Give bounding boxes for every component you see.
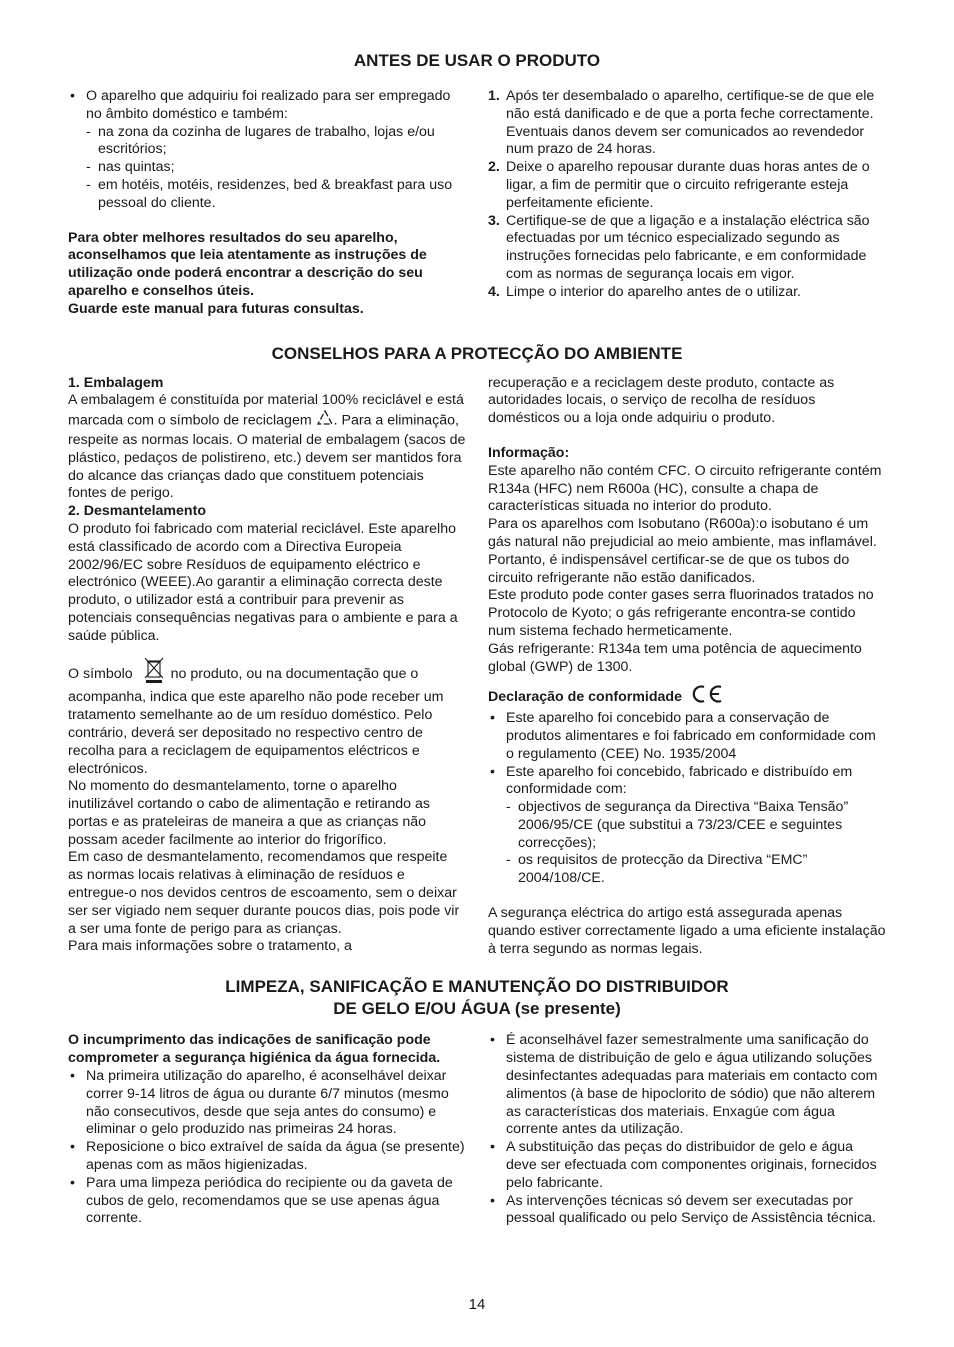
limpeza-title-note: (se presente)	[514, 999, 621, 1019]
antes-right-column	[488, 88, 886, 319]
antes-dash-list	[86, 124, 466, 213]
desmantelamento-text-2: No momento do desmantelamento, torne o aparelho inutilizável cortando o cabo de alimentação e retirando as portas e as prateleiras de maneira a que as crianças não possam aceder facilmente ao interior do frigorífico.	[68, 778, 431, 848]
declaracao-b2-text: Este aparelho foi concebido, fabricado e distribuído em conformidade com:	[506, 763, 853, 798]
step-text: Deixe o aparelho repousar durante duas horas antes de o ligar, a fim de permitir que o circuito refrigerante esteja perfeitamente eficiente.	[506, 159, 870, 211]
section-limpeza	[68, 1032, 886, 1228]
step-number: 4.	[488, 283, 500, 300]
step-text: Após ter desembalado o aparelho, certifique-se de que ele não está danificado e de que a porta feche correctamente. Eventuais danos devem ser comunicados ao revendedor num prazo de 24 horas.	[506, 88, 875, 158]
weee-bin-icon	[143, 656, 165, 690]
list-item: - em hotéis, motéis, residenzes, bed & breakfast para uso pessoal do cliente.	[86, 177, 466, 213]
document-page	[68, 50, 886, 1228]
informacao-text-4: Gás refrigerante: R134a tem uma potência de aquecimento global (GWP) de 1300.	[488, 640, 862, 675]
list-item: • A substituição das peças do distribuidor de gelo e água deve ser efectuada com componentes originais, fornecidos pelo fabricante.	[488, 1139, 886, 1192]
seguranca-text: A segurança eléctrica do artigo está assegurada apenas quando estiver correctamente ligado a uma eficiente instalação à terra segundo as normas legais.	[488, 905, 886, 957]
antes-bold-note-2: Guarde este manual para futuras consultas.	[68, 300, 364, 317]
list-item: • Este aparelho foi concebido para a conservação de produtos alimentares e foi fabricado em conformidade com o regulamento (CEE) No. 1935/2004	[488, 710, 886, 763]
list-item	[488, 284, 886, 302]
section-ambiente	[68, 375, 886, 959]
antes-left-column	[68, 88, 466, 319]
weee-paragraph	[68, 656, 466, 779]
desmantelamento-text: O produto foi fabricado com material reciclável. Este aparelho está classificado de acordo com a Directiva Europeia 2002/96/EC sobre Resíduos de equipamento eléctrico e electrónico (WEEE).Ao garantir a eliminação correcta deste produto, o utilizador está a contribuir para prevenir as potenciais consequências negativas para o ambiente e para a saúde pública.	[68, 520, 458, 644]
list-item	[488, 213, 886, 284]
antes-bold-note: Para obter melhores resultados do seu aparelho, aconselhamos que leia atentamente as instruções de utilização onde poderá encontrar a descrição do seu aparelho e conselhos úteis.	[68, 229, 427, 299]
declaracao-heading	[488, 684, 886, 710]
declaracao-heading-text: Declaração de conformidade	[488, 689, 682, 706]
weee-text-a: O símbolo	[68, 665, 133, 682]
page-number: 14	[468, 1296, 486, 1313]
informacao-text-3: Este produto pode conter gases serra fluorinados tratados no Protocolo de Kyoto; o gás refrigerante encontra-se contido num sistema fechado hermeticamente.	[488, 587, 874, 639]
section-title-limpeza	[68, 976, 886, 1020]
declaracao-list	[488, 710, 886, 888]
reciclagem-text: recuperação e a reciclagem deste produto, contacte as autoridades locais, o serviço de recolha de resíduos domésticos ou a loja onde adquiriu o produto.	[488, 374, 835, 427]
ambiente-right-column	[488, 375, 886, 959]
list-item: - objectivos de segurança da Directiva “Baixa Tensão” 2006/95/CE (que substitui a 73/23/CEE e seguintes correcções);	[506, 799, 886, 852]
list-item: • Para uma limpeza periódica do recipiente ou da gaveta de cubos de gelo, recomendamos que se use apenas água corrente.	[68, 1175, 466, 1228]
section-title-ambiente: CONSELHOS PARA A PROTECÇÃO DO AMBIENTE	[271, 343, 683, 363]
informacao-text-2: Para os aparelhos com Isobutano (R600a):o isobutano é um gás natural não prejudicial ao meio ambiente, mas inflamável. Portanto, é indispensável certificar-se de que os tubos do circuito refrigerante não estão danificados.	[488, 516, 877, 586]
desmantelamento-text-3: Em caso de desmantelamento, recomendamos que respeite as normas locais relativas à eliminação de resíduos e entregue-o nos devidos centros de escoamento, sem o deixar ser ser vigiado nem sequer durante poucos dias, pois pode vir a ser uma fonte de perigo para as crianças.	[68, 849, 460, 937]
list-item: • As intervenções técnicas só devem ser executadas por pessoal qualificado ou pelo Serviço de Assistência técnica.	[488, 1193, 886, 1229]
limpeza-right-list	[488, 1032, 886, 1228]
embalagem-text-b: . Para a eliminação, respeite as normas locais. O material de embalagem (sacos de plástico, pedaços de polistireno, etc.) devem ser mantidos fora do alcance das crianças dado que constituem potenciais fontes de perigo.	[68, 412, 466, 502]
list-item	[488, 764, 886, 889]
list-item	[488, 159, 886, 212]
ce-mark-icon	[690, 684, 724, 710]
limpeza-left-column	[68, 1032, 466, 1228]
antes-steps	[488, 88, 886, 302]
step-number: 3.	[488, 212, 500, 229]
embalagem-text-a: A embalagem é constituída por material 100% reciclável e está marcada com o símbolo de reciclagem	[68, 392, 464, 429]
list-item: - nas quintas;	[86, 159, 466, 177]
list-item	[68, 88, 466, 213]
list-item	[488, 88, 886, 159]
antes-intro: O aparelho que adquiriu foi realizado para ser empregado no âmbito doméstico e também:	[86, 88, 451, 122]
embalagem-heading: 1. Embalagem	[68, 374, 164, 391]
limpeza-title-line2: DE GELO E/OU ÁGUA	[333, 999, 511, 1019]
section-antes	[68, 88, 886, 319]
limpeza-left-list	[68, 1068, 466, 1228]
step-number: 1.	[488, 88, 500, 104]
limpeza-right-column	[488, 1032, 886, 1228]
section-title-antes: ANTES DE USAR O PRODUTO	[353, 51, 601, 70]
informacao-text-1: Este aparelho não contém CFC. O circuito refrigerante contém R134a (HFC) nem R600a (HC), consulte a chapa de características situada no interior do produto.	[488, 462, 882, 515]
step-text: Limpe o interior do aparelho antes de o utilizar.	[506, 283, 801, 300]
list-item: • Reposicione o bico extraível de saída da água (se presente) apenas com as mãos higienizadas.	[68, 1139, 466, 1175]
antes-bullet-list	[68, 88, 466, 213]
limpeza-bold-note: O incumprimento das indicações de sanificação pode comprometer a segurança higiénica da água fornecida.	[68, 1032, 441, 1067]
list-item: - na zona da cozinha de lugares de trabalho, lojas e/ou escritórios;	[86, 124, 466, 160]
informacao-heading: Informação:	[488, 444, 570, 461]
ambiente-left-column	[68, 375, 466, 959]
limpeza-title-line1: LIMPEZA, SANIFICAÇÃO E MANUTENÇÃO DO DISTRIBUIDOR	[225, 977, 729, 997]
embalagem-text	[68, 392, 466, 503]
list-item: • Na primeira utilização do aparelho, é aconselhável deixar correr 9-14 litros de água ou durante 6/7 minutos (mesmo não consecutivos, desde que seja antes do consumo) e eliminar o gelo produzido nas primeiras 24 horas.	[68, 1068, 466, 1139]
declaracao-dash-list	[506, 799, 886, 888]
desmantelamento-heading: 2. Desmantelamento	[68, 503, 206, 520]
weee-text-b: no produto, ou na documentação que o acompanha, indica que este aparelho não pode receber um tratamento semelhante ao de um resíduo doméstico. Pelo contrário, deverá ser depositado no respectivo centro de recolha para a reciclagem de equipamentos eléctricos e electrónicos.	[68, 665, 444, 777]
recycle-icon	[316, 410, 334, 432]
step-text: Certifique-se de que a ligação e a instalação eléctrica são efectuadas por um técnico especializado segundo as instruções fornecidas pelo fabricante, e em conformidade com as normas de segurança locais em vigor.	[506, 212, 870, 282]
desmantelamento-text-4: Para mais informações sobre o tratamento, a	[68, 938, 352, 955]
list-item: • É aconselhável fazer semestralmente uma sanificação do sistema de distribuição de gelo e água utilizando soluções desinfectantes adequadas para materiais em contacto com alimentos (à base de hipoclorito de sódio) que não alterem as características dos materiais. Enxagúe com água corrente antes da utilização.	[488, 1032, 886, 1139]
step-number: 2.	[488, 159, 500, 176]
list-item: - os requisitos de protecção da Directiva “EMC” 2004/108/CE.	[506, 852, 886, 888]
